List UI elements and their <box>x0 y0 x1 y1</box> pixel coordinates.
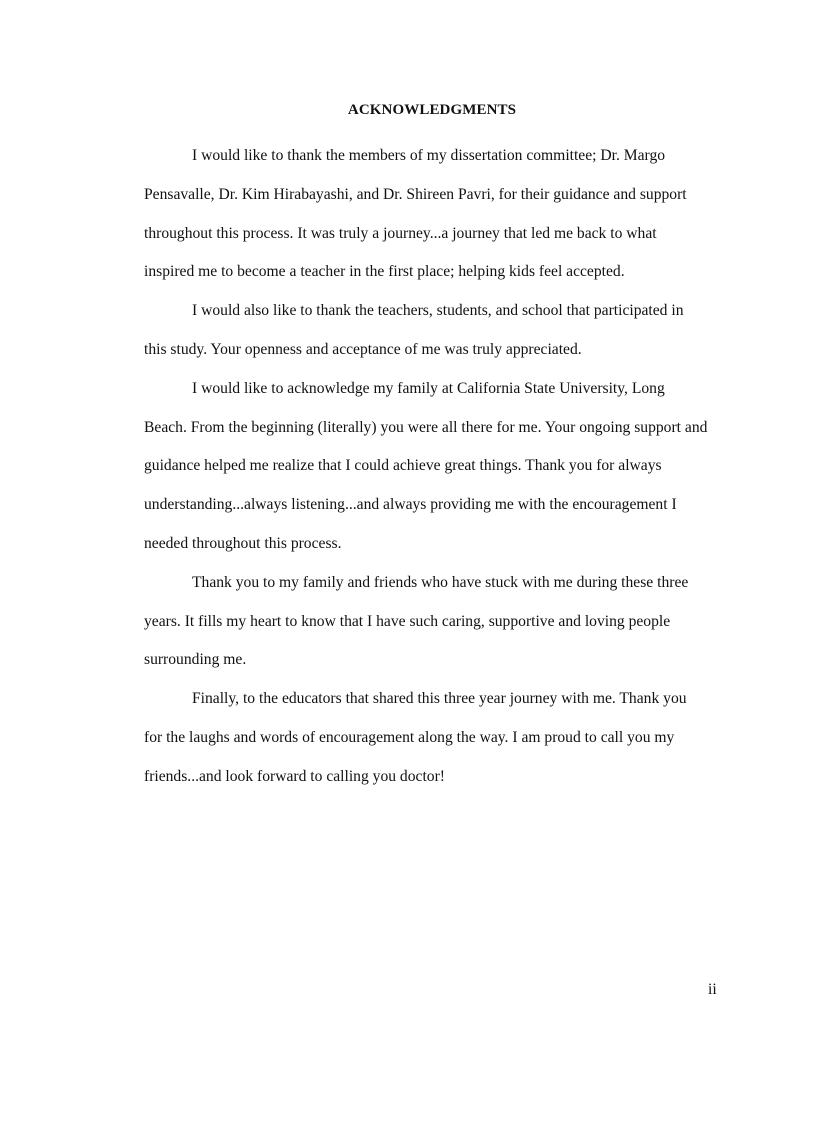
paragraph-participants: I would also like to thank the teachers, students, and school that participated in this study. Your openness and acceptance of me was truly appreciated. <box>144 302 684 358</box>
page-title: ACKNOWLEDGMENTS <box>347 102 517 118</box>
page-number: ii <box>708 981 717 998</box>
paragraph-family-friends: Thank you to my family and friends who have stuck with me during these three years. It fills my heart to know that I have such caring, supportive and loving people surrounding me. <box>144 573 689 669</box>
acknowledgments-body <box>144 137 708 797</box>
paragraph-university: I would like to acknowledge my family at California State University, Long Beach. From the beginning (literally) you were all there for me. Your ongoing support and guidance helped me realize that I could achieve great things. Thank you for always understanding...always listening...and always providing me with the encouragement I needed throughout this process. <box>144 379 708 552</box>
paragraph-educators: Finally, to the educators that shared this three year journey with me. Thank you for the laughs and words of encouragement along the way. I am proud to call you my friends...and look forward to calling you doctor! <box>144 690 687 785</box>
paragraph-committee: I would like to thank the members of my dissertation committee; Dr. Margo Pensavalle, Dr. Kim Hirabayashi, and Dr. Shireen Pavri, for their guidance and support throughout this process. It was truly a journey...a journey that led me back to what inspired me to become a teacher in the first place; helping kids feel accepted. <box>144 147 687 281</box>
